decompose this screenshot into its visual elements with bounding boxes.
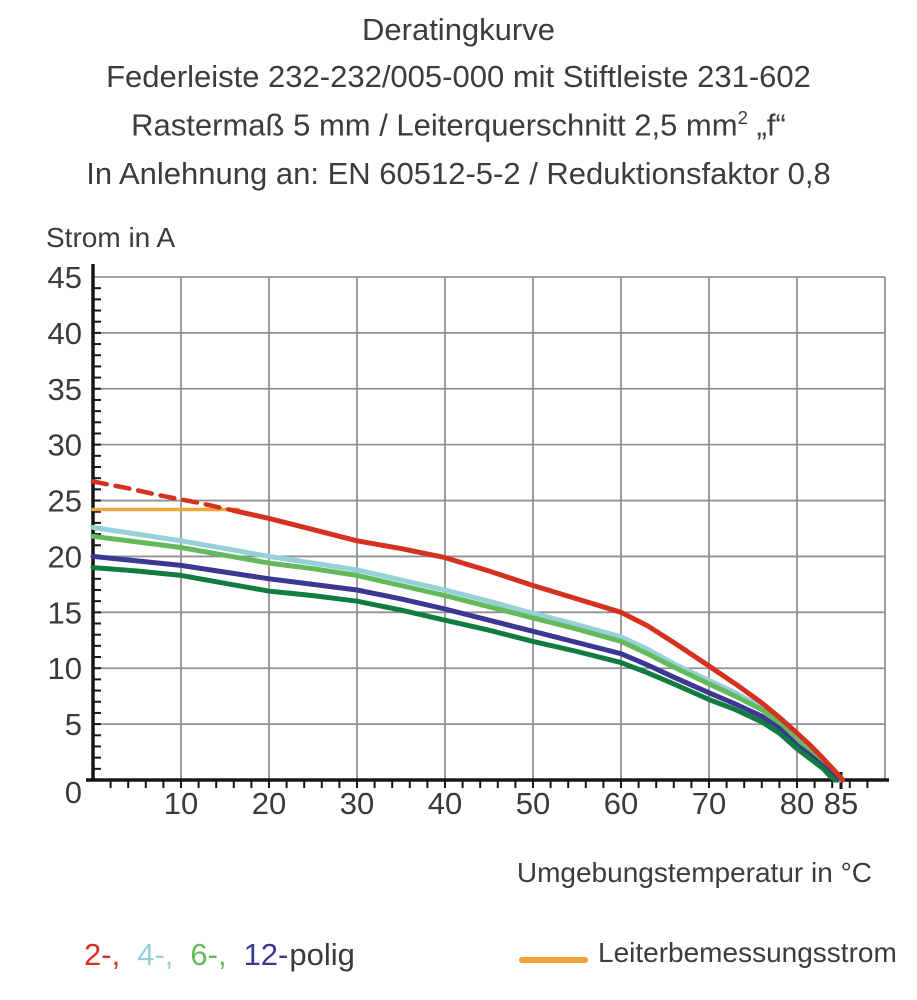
y-tick-label: 30 (47, 427, 82, 463)
legend-pole-list (84, 937, 289, 972)
x-tick-label: 85 (823, 786, 859, 821)
y-tick-label: 25 (47, 483, 82, 519)
x-tick-label: 70 (691, 786, 727, 821)
spec-superscript: 2 (737, 107, 748, 128)
chart-subtitle-spec (0, 107, 917, 143)
y-tick-label: 10 (47, 651, 82, 687)
legend-pole-4-polig: 4-, (137, 937, 174, 972)
curve-2-polig (234, 511, 843, 780)
y-tick-label: 0 (64, 775, 82, 810)
x-axis-title: Umgebungstemperatur in °C (516, 857, 872, 888)
chart-subtitle-product: Federleiste 232-232/005-000 mit Stiftleiste 231-602 (106, 59, 811, 94)
y-tick-label: 40 (47, 315, 82, 351)
legend-pole-6-polig: 6-, (190, 937, 227, 972)
curve-6-polig (93, 536, 838, 780)
legend-pole-2-polig: 2-, (84, 937, 121, 972)
chart-subtitle-standard: In Anlehnung an: EN 60512-5-2 / Reduktionsfaktor 0,8 (86, 156, 831, 191)
curve-2-polig-dashed (93, 482, 234, 511)
x-tick-label: 10 (163, 786, 199, 821)
y-tick-label: 45 (47, 259, 82, 295)
y-tick-label: 35 (47, 371, 82, 407)
x-tick-label: 50 (515, 786, 551, 821)
x-tick-label: 30 (339, 786, 375, 821)
y-axis-title: Strom in A (46, 222, 176, 253)
legend-polig-label: polig (289, 937, 355, 972)
rated-current-line-swatch (519, 957, 588, 963)
y-tick-label: 5 (64, 707, 82, 743)
rated-current-label: Leiterbemessungsstrom (598, 937, 897, 968)
spec-suffix: „f“ (747, 107, 786, 143)
legend-pole-12-polig: 12- (243, 937, 289, 972)
legend-poles (84, 937, 355, 973)
x-tick-label: 60 (603, 786, 639, 821)
x-tick-label: 40 (427, 786, 463, 821)
y-tick-label: 20 (47, 539, 82, 575)
chart-title: Deratingkurve (362, 12, 555, 47)
y-tick-label: 15 (47, 595, 82, 631)
x-tick-label: 20 (251, 786, 287, 821)
spec-text: Rastermaß 5 mm / Leiterquerschnitt 2,5 mm (131, 107, 738, 143)
x-tick-label: 80 (779, 786, 815, 821)
